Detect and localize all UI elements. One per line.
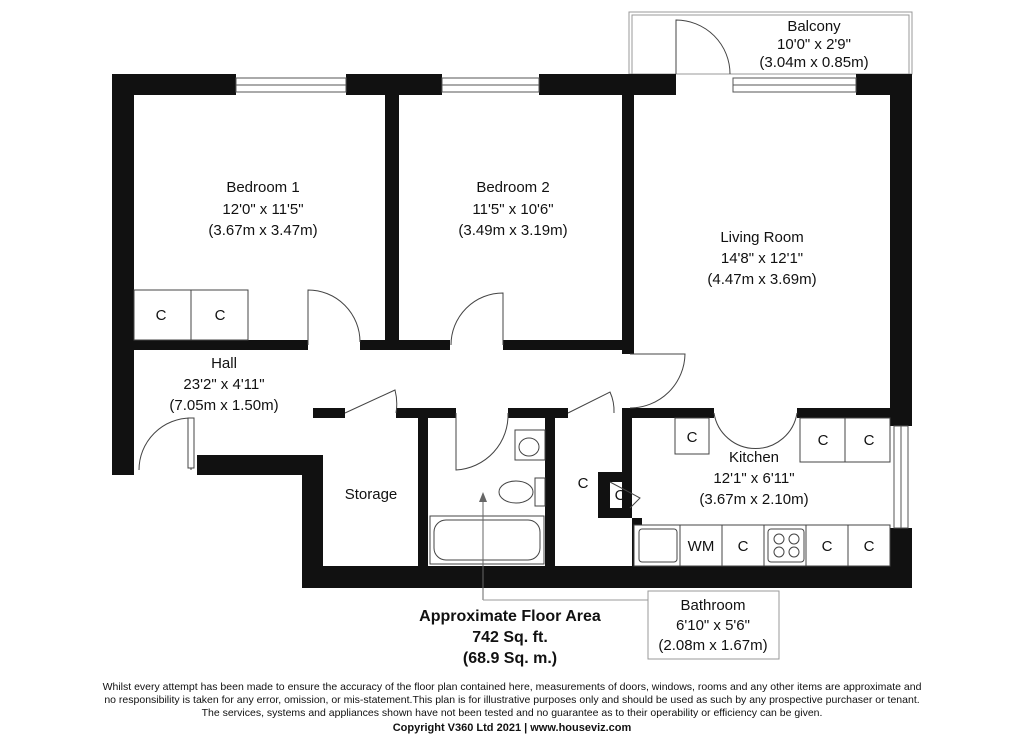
cupboard-label: C (817, 432, 829, 449)
storage-name: Storage (344, 486, 398, 503)
kitchen-name: Kitchen (728, 449, 780, 466)
cupboard-label: C (686, 429, 698, 446)
cupboard-label: C (155, 307, 167, 324)
hall-dim-imperial: 23'2" x 4'11" (183, 376, 265, 393)
bedroom1-name: Bedroom 1 (226, 179, 300, 196)
bathroom-dim-imperial: 6'10" x 5'6" (676, 617, 750, 634)
hall-dim-metric: (7.05m x 1.50m) (169, 397, 279, 414)
cupboard-label: C (577, 475, 589, 492)
floor-area-summary (360, 606, 660, 669)
hall-name: Hall (211, 355, 237, 372)
cupboard-label: C (863, 432, 875, 449)
living-name: Living Room (720, 229, 804, 246)
cupboard-label: C (863, 538, 875, 555)
cupboard-label: C (821, 538, 833, 555)
kitchen-dim-metric: (3.67m x 2.10m) (699, 491, 809, 508)
balcony-dim-metric: (3.04m x 0.85m) (759, 54, 869, 71)
washing-machine-label: WM (687, 538, 715, 555)
disclaimer-line: Whilst every attempt has been made to ensure the accuracy of the floor plan contained here, measurements of doors, windows, rooms and any other items are approximate and (102, 681, 922, 693)
cupboard-label: C (214, 307, 226, 324)
bedroom1-wardrobe (134, 290, 248, 340)
floor-area-sqm: (68.9 Sq. m.) (462, 650, 558, 667)
cupboard-label: C (737, 538, 749, 555)
bathroom-dim-metric: (2.08m x 1.67m) (658, 637, 768, 654)
bedroom2-dim-metric: (3.49m x 3.19m) (458, 222, 568, 239)
kitchen-dim-imperial: 12'1" x 6'11" (713, 470, 795, 487)
bathroom-name: Bathroom (680, 597, 746, 614)
bedroom2-dim-imperial: 11'5" x 10'6" (472, 201, 554, 218)
balcony-dim-imperial: 10'0" x 2'9" (777, 36, 851, 53)
bedroom1-dim-metric: (3.67m x 3.47m) (208, 222, 318, 239)
bedroom2-name: Bedroom 2 (476, 179, 550, 196)
living-dim-metric: (4.47m x 3.69m) (707, 271, 817, 288)
disclaimer-line: The services, systems and appliances shown have not been tested and no guarantee as to their operability or efficiency can be given. (201, 707, 823, 719)
balcony-name: Balcony (787, 18, 841, 35)
bedroom1-dim-imperial: 12'0" x 11'5" (222, 201, 304, 218)
disclaimer (0, 681, 1024, 720)
disclaimer-line: no responsibility is taken for any error, omission, or mis-statement.This plan is for illustrative purposes only and should be used as such by any prospective purchaser or tenant. (104, 694, 920, 706)
floor-area-sqft: 742 Sq. ft. (472, 629, 548, 646)
copyright: Copyright V360 Ltd 2021 | www.houseviz.com (392, 722, 632, 734)
living-dim-imperial: 14'8" x 12'1" (720, 250, 804, 267)
floor-area-title: Approximate Floor Area (419, 608, 601, 625)
cupboard-label: C (614, 487, 626, 504)
